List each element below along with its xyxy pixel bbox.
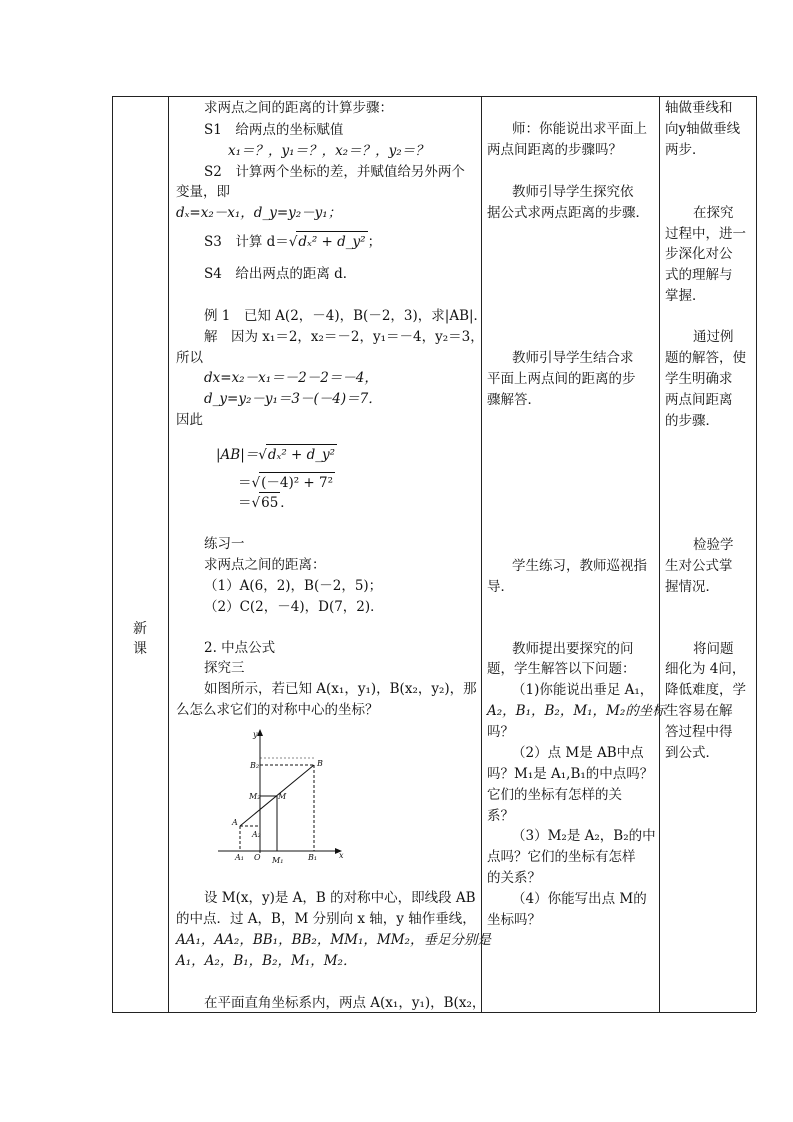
teacher-line-14: A₂，B₁，B₂，M₁，M₂的坐标	[487, 703, 666, 719]
paragraph-line-3: AA₁，AA₂，BB₁，BB₂，MM₁，MM₂，垂足分别是	[176, 932, 491, 948]
step-s3	[204, 231, 381, 252]
label-m2: M₂	[249, 792, 261, 801]
sqrt-symbol: √	[251, 495, 261, 511]
explore-title: 探究三	[204, 660, 245, 676]
purpose-line-22: 到公式．	[665, 745, 719, 761]
ab-end: ．	[280, 495, 294, 511]
section-label-2: 课	[133, 641, 147, 657]
teacher-line-24: 坐标吗？	[487, 912, 541, 928]
exercise-title: 练习一	[204, 536, 245, 552]
sqrt-symbol: √	[288, 234, 298, 250]
last-line: 在平面直角坐标系内，两点 A(x₁，y₁)，B(x₂，	[204, 995, 486, 1011]
ab-line-2	[238, 472, 335, 493]
step-s3-suffix: ；	[367, 234, 382, 250]
label-a2: A₂	[252, 830, 261, 839]
teacher-line-6: 教师引导学生结合求	[512, 350, 634, 366]
ab-eq-2: ＝	[238, 475, 252, 491]
purpose-line-2: 向y轴做垂线	[665, 121, 741, 137]
table-left-border	[112, 96, 113, 1012]
label-b1: B₁	[308, 853, 318, 862]
solution-line-3: dx=x₂－x₁＝－2－2＝－4，	[204, 370, 378, 386]
ab-radicand-1: dₓ² + d_y²	[266, 444, 337, 465]
midpoint-title: 2. 中点公式	[204, 640, 276, 656]
purpose-line-7: 式的理解与	[665, 267, 733, 283]
step-s2-formula: dₓ=x₂－x₁，d_y=y₂－y₁；	[176, 205, 342, 221]
purpose-line-16: 握情况．	[665, 579, 719, 595]
purpose-line-19: 降低难度，学	[665, 682, 746, 698]
ab-prefix: |AB|＝	[216, 447, 259, 463]
teacher-line-5: 据公式求两点距离的步骤．	[487, 205, 649, 221]
step-s1-values: x₁＝？，y₁＝？，x₂＝？，y₂＝？	[228, 143, 429, 159]
paragraph-line-2: 的中点．过 A，B，M 分别向 x 轴，y 轴作垂线，	[176, 911, 476, 927]
label-a: A	[232, 818, 238, 827]
purpose-line-13: 的步骤．	[665, 413, 719, 429]
steps-title: 求两点之间的距离的计算步骤：	[204, 100, 393, 116]
exercise-item-2: （2）C(2，－4)，D(7，2)．	[204, 599, 384, 615]
midpoint-figure	[210, 725, 360, 875]
step-s3-radicand: dₓ² + d_y²	[296, 231, 367, 252]
paragraph-line-4: A₁，A₂，B₁，B₂，M₁，M₂．	[176, 953, 357, 969]
purpose-line-5: 过程中，进一	[665, 226, 746, 242]
teacher-line-9: 学生练习，教师巡视指	[512, 558, 647, 574]
step-s4: S4 给出两点的距离 d．	[204, 266, 357, 282]
teacher-line-20: （3）M₂是 A₂，B₂的中	[512, 828, 656, 844]
purpose-line-10: 题的解答，使	[665, 350, 746, 366]
solution-line-5: 因此	[176, 412, 203, 428]
step-s2-line2: 变量，即	[176, 184, 230, 200]
teacher-line-7: 平面上两点间的距离的步	[487, 371, 636, 387]
label-m: M	[278, 792, 287, 801]
ab-radicand-2: (－4)² + 7²	[259, 472, 335, 493]
teacher-line-2: 两点间距离的步骤吗？	[487, 142, 622, 158]
purpose-line-11: 学生明确求	[665, 371, 733, 387]
teacher-line-16: （2）点 M是 AB中点	[512, 745, 644, 761]
teacher-line-18: 它们的坐标有怎样的关	[487, 787, 622, 803]
column-divider-3	[659, 96, 660, 1012]
label-y: y	[253, 730, 258, 739]
purpose-line-15: 生对公式掌	[665, 558, 733, 574]
table-right-border	[756, 96, 757, 1012]
sqrt-symbol: √	[258, 447, 267, 463]
purpose-line-14: 检验学	[693, 537, 734, 553]
ab-line-1	[216, 444, 337, 465]
teacher-line-12: 题，学生解答以下问题：	[487, 661, 636, 677]
purpose-line-12: 两点间距离	[665, 392, 733, 408]
column-divider-1	[168, 96, 169, 1012]
purpose-line-6: 步深化对公	[665, 246, 733, 262]
purpose-line-8: 掌握．	[665, 288, 706, 304]
teacher-line-17: 吗？M₁是 A₁,B₁的中点吗？	[487, 766, 654, 782]
explore-question-2: 么怎么求它们的对称中心的坐标？	[176, 702, 379, 718]
label-a1: A₁	[235, 853, 244, 862]
teacher-line-19: 系？	[487, 808, 514, 824]
label-m1: M₁	[272, 856, 284, 865]
ab-line-3	[238, 492, 294, 513]
section-label-1: 新	[133, 621, 147, 637]
solution-line-2: 所以	[176, 350, 203, 366]
purpose-line-3: 两步．	[665, 142, 706, 158]
purpose-line-1: 轴做垂线和	[665, 100, 733, 116]
purpose-line-17: 将问题	[693, 641, 734, 657]
purpose-line-18: 细化为 4问，	[665, 661, 746, 677]
example-1: 例 1 已知 A(2，－4)，B(－2，3)，求|AB|．	[204, 308, 488, 324]
teacher-line-1: 师：你能说出求平面上	[512, 121, 647, 137]
step-s3-prefix: S3 计算 d＝	[204, 234, 289, 250]
solution-line-1: 解 因为 x₁＝2，x₂＝－2，y₁＝－4，y₂＝3，	[204, 329, 484, 345]
label-b: B	[317, 759, 323, 768]
teacher-line-21: 点吗？它们的坐标有怎样	[487, 849, 636, 865]
y-arrow	[257, 729, 263, 736]
teacher-line-10: 导．	[487, 579, 514, 595]
teacher-line-4: 教师引导学生探究依	[512, 184, 634, 200]
purpose-line-21: 答过程中得	[665, 724, 733, 740]
teacher-line-15: 吗？	[487, 724, 514, 740]
teacher-line-22: 的关系？	[487, 870, 541, 886]
exercise-question: 求两点之间的距离：	[204, 557, 326, 573]
step-s2-line1: S2 计算两个坐标的差，并赋值给另外两个	[204, 164, 465, 180]
sqrt-symbol: √	[251, 475, 261, 491]
step-s1: S1 给两点的坐标赋值	[204, 122, 344, 138]
purpose-line-20: 生容易在解	[665, 703, 733, 719]
ab-radicand-3: 65	[259, 492, 280, 513]
purpose-line-9: 通过例	[693, 329, 734, 345]
teacher-line-11: 教师提出要探究的问	[512, 641, 634, 657]
teacher-line-13: （1)你能说出垂足 A₁，	[512, 682, 654, 698]
exercise-item-1: （1）A(6，2)，B(－2，5)；	[204, 578, 383, 594]
ab-eq-3: ＝	[238, 495, 252, 511]
label-b2: B₂	[250, 761, 260, 770]
purpose-line-4: 在探究	[693, 205, 734, 221]
explore-question-1: 如图所示，若已知 A(x₁，y₁)，B(x₂，y₂)，那	[204, 681, 477, 697]
teacher-line-8: 骤解答．	[487, 392, 541, 408]
label-x: x	[339, 851, 344, 860]
paragraph-line-1: 设 M(x，y)是 A，B 的对称中心，即线段 AB	[204, 890, 476, 906]
column-divider-2	[481, 96, 482, 1012]
label-o: O	[254, 853, 261, 862]
teacher-line-23: （4）你能写出点 M的	[512, 891, 647, 907]
solution-line-4: d_y=y₂－y₁＝3－(－4)＝7．	[204, 391, 382, 407]
